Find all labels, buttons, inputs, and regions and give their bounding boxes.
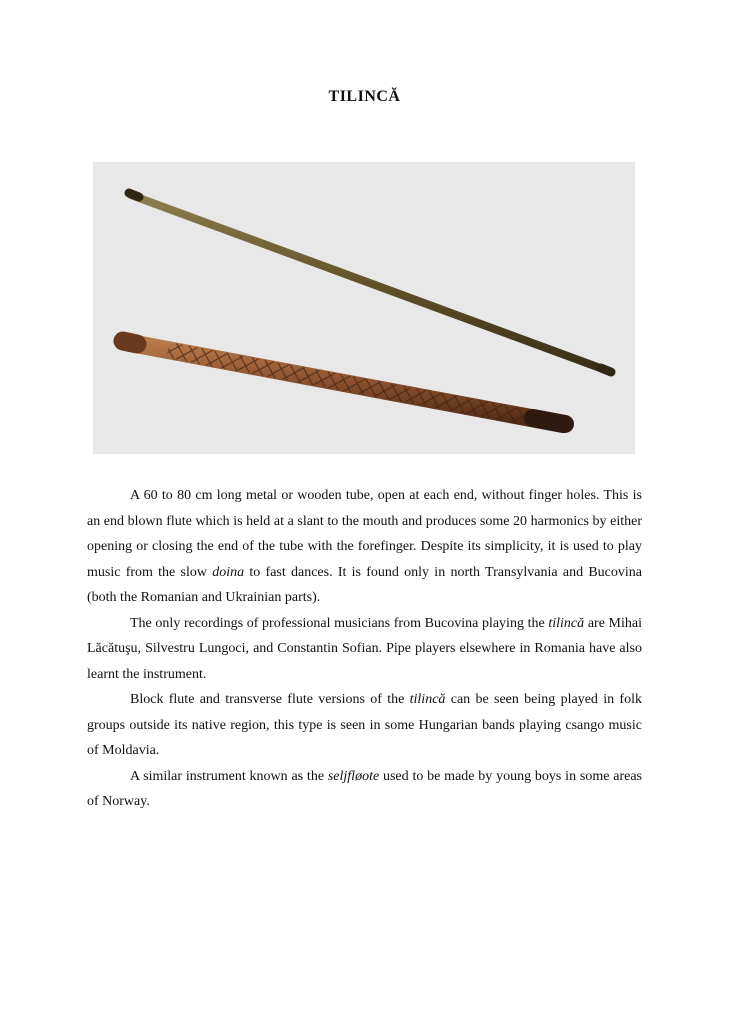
paragraph-text: used to be made by young boys in some areas of Norway. xyxy=(87,768,642,809)
italic-term: doina xyxy=(212,564,245,580)
paragraph-text: A 60 to 80 cm long metal or wooden tube, open at each end, without finger holes. This is an end blown flute which is held at a slant to the mouth and produces some 20 harmonics by either opening or closing the end of the tube with the forefinger. Despite its simplicity, it is used to play music from the slow xyxy=(87,488,642,580)
italic-term: tilincă xyxy=(409,692,446,707)
paragraph-text: Block flute and transverse flute versions of the xyxy=(130,692,410,707)
tilinca-illustration xyxy=(93,162,635,454)
paragraph-text: The only recordings of professional musicians from Bucovina playing the xyxy=(130,615,549,631)
page-title-text: TILINCĂ xyxy=(328,88,401,105)
paragraph xyxy=(87,611,642,688)
metal-tube xyxy=(129,193,611,372)
page-title xyxy=(0,88,729,106)
paragraph-text: to fast dances. It is found only in north Transylvania and Bucovina (both the Romanian and Ukrainian parts). xyxy=(87,564,642,605)
paragraph xyxy=(87,764,642,815)
body-text xyxy=(87,483,642,815)
instrument-photo xyxy=(93,162,635,454)
italic-term: seljfløote xyxy=(327,768,380,784)
paragraph-text: are Mihai Lăcătuşu, Silvestru Lungoci, and Constantin Sofian. Pipe players elsewhere in Romania have also learnt the instrument. xyxy=(87,615,643,682)
paragraph xyxy=(87,687,642,764)
paragraph xyxy=(87,483,642,611)
wooden-tube xyxy=(123,341,565,424)
paragraph-text: can be seen being played in folk groups outside its native region, this type is seen in some Hungarian bands playing csango music of Moldavia. xyxy=(87,692,642,758)
paragraph-text: A similar instrument known as the xyxy=(130,768,328,784)
italic-term: tilincă xyxy=(548,615,585,631)
